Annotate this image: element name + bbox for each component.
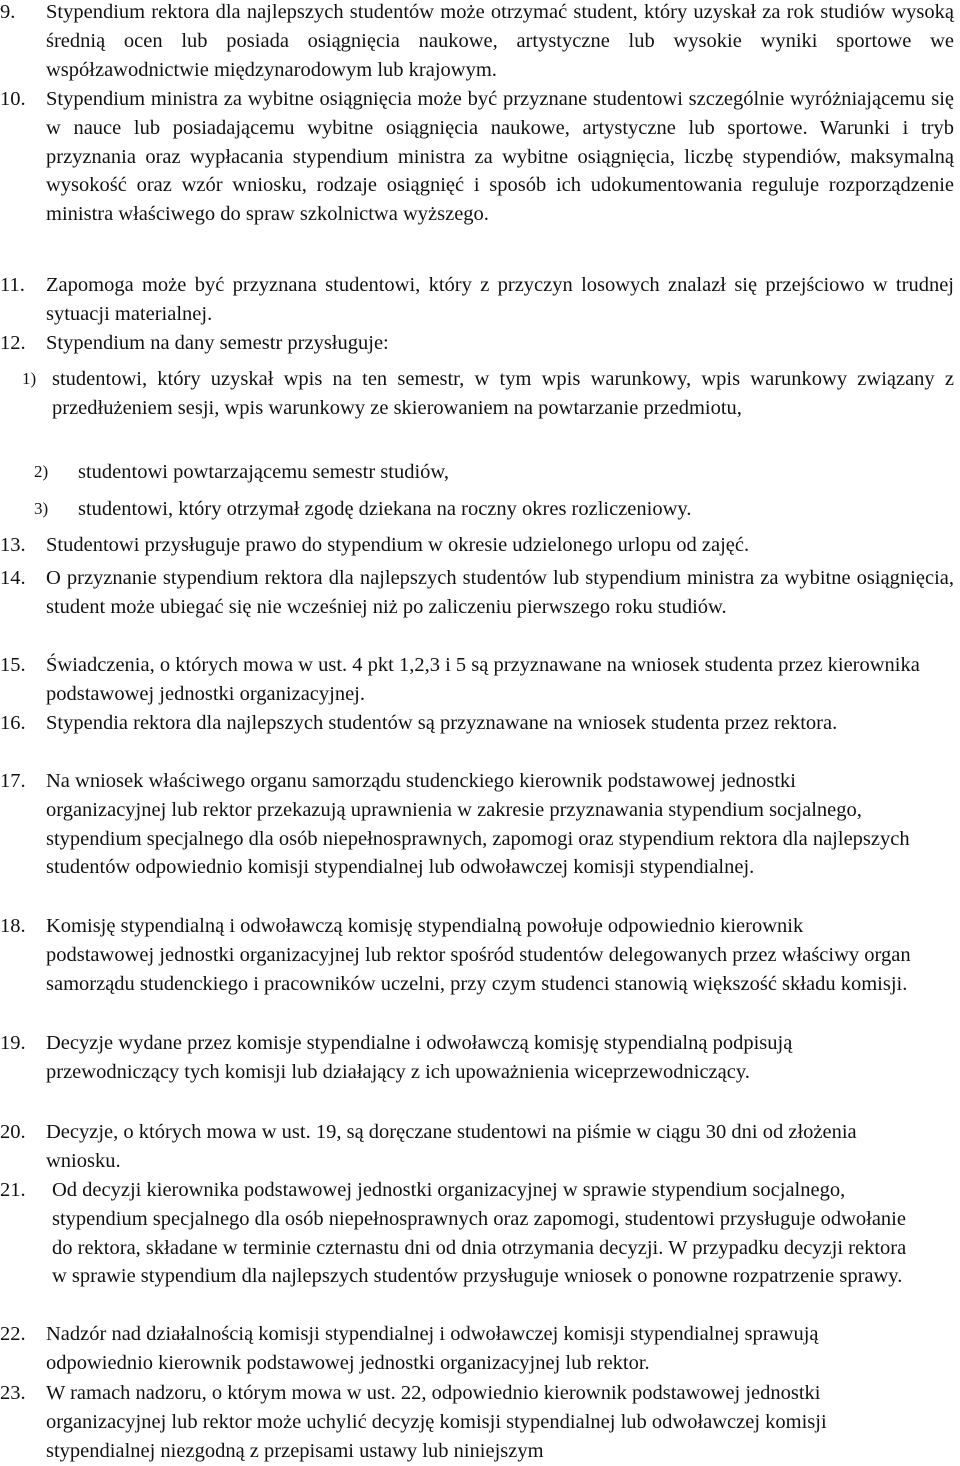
subitem-text: studentowi, który otrzymał zgodę dziekana na roczny okres rozliczeniowy.	[78, 498, 692, 520]
subitem-1	[0, 365, 954, 423]
paragraph-number: 17.	[0, 770, 26, 792]
subitem-number: 1)	[22, 369, 37, 388]
paragraph-16	[0, 709, 954, 738]
paragraph-text: Od decyzji kierownika podstawowej jednostki organizacyjnej w sprawie stypendium socjalnego, stypendium specjalnego dla osób niepełnosprawnych oraz zapomogi, studentowi przysługuje odwołanie do rektora, składane w terminie czternastu dni od dnia otrzymania decyzji. W przypadku decyzji rektora w sprawie stypendium dla najlepszych studentów przysługuje wniosek o ponowne rozpatrzenie sprawy.	[52, 1179, 907, 1288]
paragraph-10	[0, 85, 954, 229]
paragraph-21	[0, 1176, 954, 1291]
paragraph-text: Stypendium ministra za wybitne osiągnięcia może być przyznane studentowi szczególnie wyróżniającemu się w nauce lub posiadającemu wybitne osiągnięcia naukowe, artystyczne lub sportowe. Warunki i tryb przyznania oraz wypłacania stypendium ministra za wybitne osiągnięcia, liczbę stypendiów, maksymalną wysokość oraz wzór wniosku, rodzaje osiągnięć i sposób ich udokumentowania reguluje rozporządzenie ministra właściwego do spraw szkolnictwa wyższego.	[46, 88, 954, 226]
paragraph-number: 13.	[0, 534, 26, 556]
paragraph-text: O przyznanie stypendium rektora dla najlepszych studentów lub stypendium ministra za wybitne osiągnięcia, student może ubiegać się nie wcześniej niż po zaliczeniu pierwszego roku studiów.	[46, 567, 954, 618]
paragraph-text: W ramach nadzoru, o którym mowa w ust. 22, odpowiednio kierownik podstawowej jednostki organizacyjnej lub rektor może uchylić decyzję komisji stypendialnej lub odwoławczej komisji stypendialnej niezgodną z przepisami ustawy lub niniejszym	[46, 1382, 827, 1462]
paragraph-number: 9.	[0, 1, 16, 23]
subitem-text: studentowi powtarzającemu semestr studiów,	[78, 461, 449, 483]
paragraph-text: Komisję stypendialną i odwoławczą komisję stypendialną powołuje odpowiednio kierownik podstawowej jednostki organizacyjnej lub rektor spośród studentów delegowanych przez właściwy organ samorządu studenckiego i pracowników uczelni, przy czym studenci stanowią większość składu komisji.	[46, 915, 911, 995]
paragraph-text: Na wniosek właściwego organu samorządu studenckiego kierownik podstawowej jednostki organizacyjnej lub rektor przekazują uprawnienia w zakresie przyznawania stypendium socjalnego, stypendium specjalnego dla osób niepełnosprawnych, zapomogi oraz stypendium rektora dla najlepszych studentów odpowiednio komisji stypendialnej lub odwoławczej komisji stypendialnej.	[46, 770, 910, 879]
subitem-number: 3)	[34, 499, 49, 518]
paragraph-number: 22.	[0, 1323, 26, 1345]
paragraph-number: 19.	[0, 1032, 26, 1054]
paragraph-text: Stypendium na dany semestr przysługuje:	[46, 332, 389, 354]
paragraph-23	[0, 1379, 954, 1465]
paragraph-number: 18.	[0, 915, 26, 937]
paragraph-text: Stypendia rektora dla najlepszych studentów są przyznawane na wniosek studenta przez rektora.	[46, 712, 838, 734]
paragraph-number: 10.	[0, 88, 26, 110]
subitem-number: 2)	[34, 462, 49, 481]
paragraph-text: Studentowi przysługuje prawo do stypendium w okresie udzielonego urlopu od zajęć.	[46, 534, 750, 556]
paragraph-18	[0, 912, 954, 998]
paragraph-12	[0, 329, 954, 358]
paragraph-number: 14.	[0, 567, 26, 589]
paragraph-text: Świadczenia, o których mowa w ust. 4 pkt 1,2,3 i 5 są przyznawane na wniosek studenta przez kierownika podstawowej jednostki organizacyjnej.	[46, 654, 920, 705]
subitem-2	[0, 458, 954, 487]
paragraph-9	[0, 0, 954, 84]
paragraph-number: 21.	[0, 1179, 26, 1201]
paragraph-17	[0, 767, 954, 882]
subitem-text: studentowi, który uzyskał wpis na ten semestr, w tym wpis warunkowy, wpis warunkowy związany z przedłużeniem sesji, wpis warunkowy ze skierowaniem na powtarzanie przedmiotu,	[52, 368, 954, 419]
subitem-3	[0, 495, 954, 524]
paragraph-number: 15.	[0, 654, 26, 676]
paragraph-text: Decyzje wydane przez komisje stypendialne i odwoławczą komisję stypendialną podpisują przewodniczący tych komisji lub działający z ich upoważnienia wiceprzewodniczący.	[46, 1032, 793, 1083]
paragraph-number: 23.	[0, 1382, 26, 1404]
paragraph-number: 11.	[0, 274, 25, 296]
paragraph-number: 16.	[0, 712, 26, 734]
paragraph-text: Decyzje, o których mowa w ust. 19, są doręczane studentowi na piśmie w ciągu 30 dni od złożenia wniosku.	[46, 1121, 857, 1172]
paragraph-22	[0, 1320, 954, 1378]
paragraph-13	[0, 531, 954, 560]
paragraph-text: Stypendium rektora dla najlepszych studentów może otrzymać student, który uzyskał za rok studiów wysoką średnią ocen lub posiada osiągnięcia naukowe, artystyczne lub wysokie wyniki sportowe we współzawodnictwie międzynarodowym lub krajowym.	[46, 1, 954, 81]
paragraph-14	[0, 564, 954, 622]
paragraph-text: Zapomoga może być przyznana studentowi, który z przyczyn losowych znalazł się przejściowo w trudnej sytuacji materialnej.	[46, 274, 954, 325]
paragraph-15	[0, 651, 954, 709]
paragraph-text: Nadzór nad działalnością komisji stypendialnej i odwoławczej komisji stypendialnej sprawują odpowiednio kierownik podstawowej jednostki organizacyjnej lub rektor.	[46, 1323, 819, 1374]
paragraph-number: 12.	[0, 332, 26, 354]
paragraph-19	[0, 1029, 954, 1087]
paragraph-20	[0, 1118, 954, 1176]
paragraph-11	[0, 271, 954, 329]
paragraph-number: 20.	[0, 1121, 26, 1143]
